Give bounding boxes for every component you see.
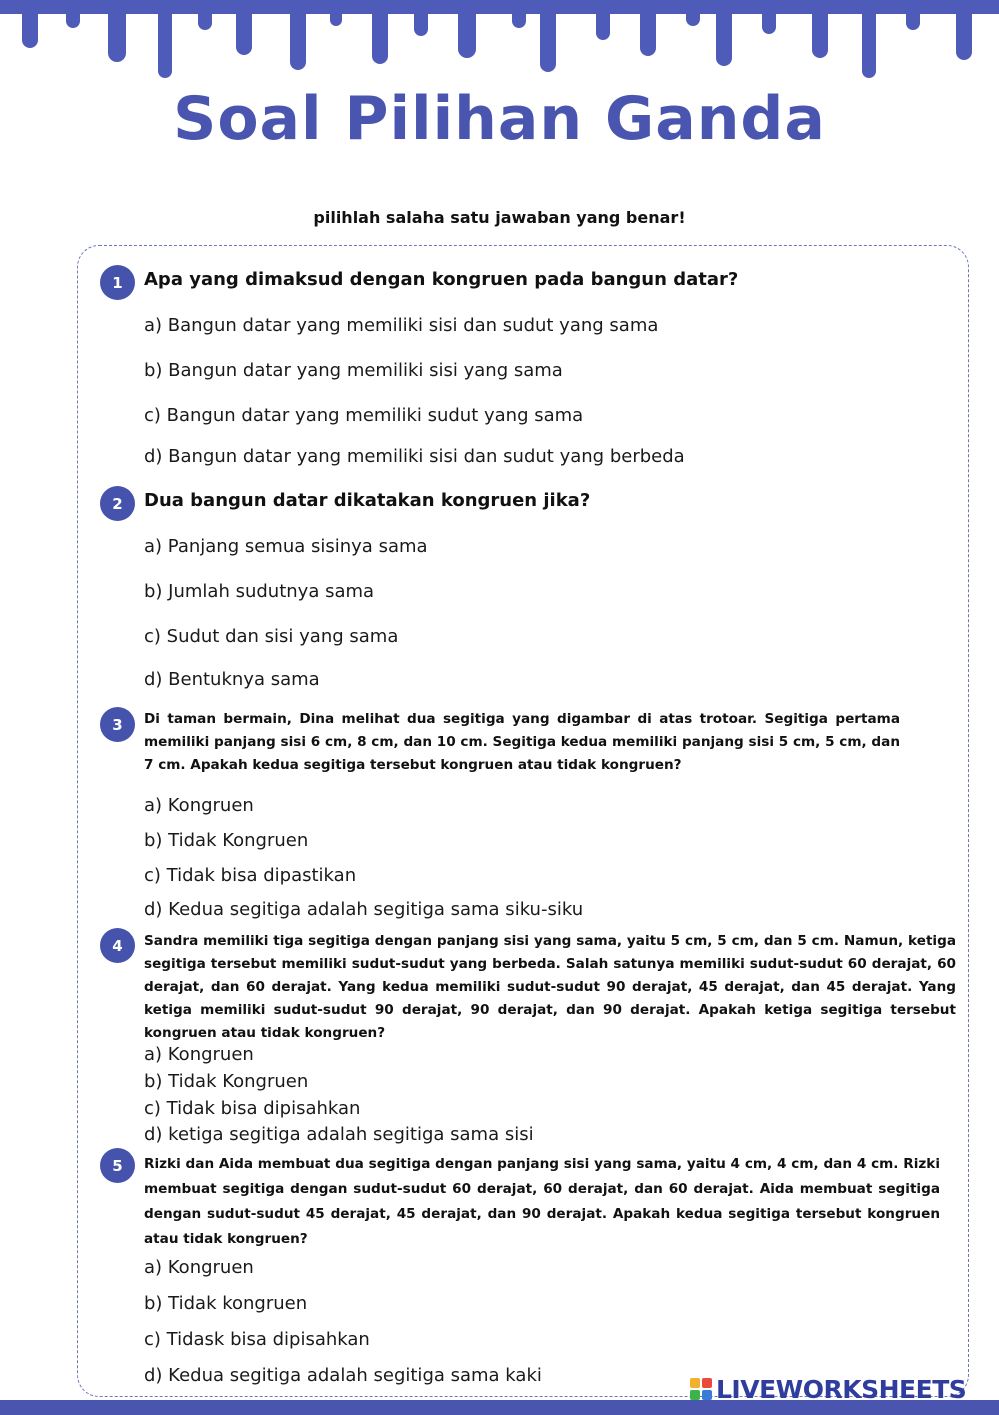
question-4-option-d[interactable]: d) ketiga segitiga adalah segitiga sama sisi <box>144 1124 534 1145</box>
question-1-option-b[interactable]: b) Bangun datar yang memiliki sisi yang sama <box>144 360 563 381</box>
liveworksheets-logo-text: LIVEWORKSHEETS <box>716 1374 967 1404</box>
question-1-text: Apa yang dimaksud dengan kongruen pada bangun datar? <box>144 269 739 290</box>
paint-drip-header <box>0 0 999 95</box>
question-2-option-b[interactable]: b) Jumlah sudutnya sama <box>144 581 375 602</box>
question-2-option-d[interactable]: d) Bentuknya sama <box>144 669 320 690</box>
question-4-text: Sandra memiliki tiga segitiga dengan panjang sisi yang sama, yaitu 5 cm, 5 cm, dan 5 cm. Namun, ketiga segitiga tersebut memiliki sudut-sudut yang berbeda. Salah satunya memiliki sudut-sudut 60 derajat, 60 derajat, dan 60 derajat. Yang kedua memiliki sudut-sudut 90 derajat, 45 derajat, dan 45 derajat. Yang ketiga memiliki sudut-sudut 90 derajat, 90 derajat, dan 90 derajat. Apakah ketiga segitiga tersebut kongruen atau tidak kongruen? <box>144 933 956 1041</box>
question-3-number-badge: 3 <box>100 707 135 742</box>
question-2-option-a[interactable]: a) Panjang semua sisinya sama <box>144 536 428 557</box>
question-1-number-badge: 1 <box>100 265 135 300</box>
question-4-option-c[interactable]: c) Tidak bisa dipisahkan <box>144 1098 361 1119</box>
question-3-option-c[interactable]: c) Tidak bisa dipastikan <box>144 865 357 886</box>
question-4-option-a[interactable]: a) Kongruen <box>144 1044 254 1065</box>
instruction-text: pilihlah salaha satu jawaban yang benar! <box>313 208 686 227</box>
question-5-option-a[interactable]: a) Kongruen <box>144 1257 254 1278</box>
question-5-option-d[interactable]: d) Kedua segitiga adalah segitiga sama kaki <box>144 1365 542 1386</box>
liveworksheets-logo-icon <box>690 1378 712 1400</box>
question-4-number-badge: 4 <box>100 928 135 963</box>
question-2-text: Dua bangun datar dikatakan kongruen jika? <box>144 490 591 511</box>
question-1-option-a[interactable]: a) Bangun datar yang memiliki sisi dan sudut yang sama <box>144 315 659 336</box>
question-3-option-d[interactable]: d) Kedua segitiga adalah segitiga sama siku-siku <box>144 899 584 920</box>
question-5-option-c[interactable]: c) Tidask bisa dipisahkan <box>144 1329 370 1350</box>
question-5-option-b[interactable]: b) Tidak kongruen <box>144 1293 308 1314</box>
question-2-option-c[interactable]: c) Sudut dan sisi yang sama <box>144 626 399 647</box>
question-2-number-badge: 2 <box>100 486 135 521</box>
question-3-option-a[interactable]: a) Kongruen <box>144 795 254 816</box>
question-3-option-b[interactable]: b) Tidak Kongruen <box>144 830 309 851</box>
question-5-number-badge: 5 <box>100 1148 135 1183</box>
question-1-option-c[interactable]: c) Bangun datar yang memiliki sudut yang sama <box>144 405 584 426</box>
question-1-option-d[interactable]: d) Bangun datar yang memiliki sisi dan sudut yang berbeda <box>144 446 685 467</box>
question-4-option-b[interactable]: b) Tidak Kongruen <box>144 1071 309 1092</box>
liveworksheets-logo[interactable] <box>690 1374 966 1404</box>
question-5-text: Rizki dan Aida membuat dua segitiga dengan panjang sisi yang sama, yaitu 4 cm, 4 cm, dan 4 cm. Rizki membuat segitiga dengan sudut-sudut 60 derajat, 60 derajat, dan 60 derajat. Aida membuat segitiga dengan sudut-sudut 45 derajat, 45 derajat, dan 90 derajat. Apakah kedua segitiga tersebut kongruen atau tidak kongruen? <box>144 1156 940 1247</box>
question-3-text: Di taman bermain, Dina melihat dua segitiga yang digambar di atas trotoar. Segitiga pertama memiliki panjang sisi 6 cm, 8 cm, dan 10 cm. Segitiga kedua memiliki panjang sisi 5 cm, 5 cm, dan 7 cm. Apakah kedua segitiga tersebut kongruen atau tidak kongruen? <box>144 711 900 773</box>
page-title: Soal Pilihan Ganda <box>173 84 826 154</box>
